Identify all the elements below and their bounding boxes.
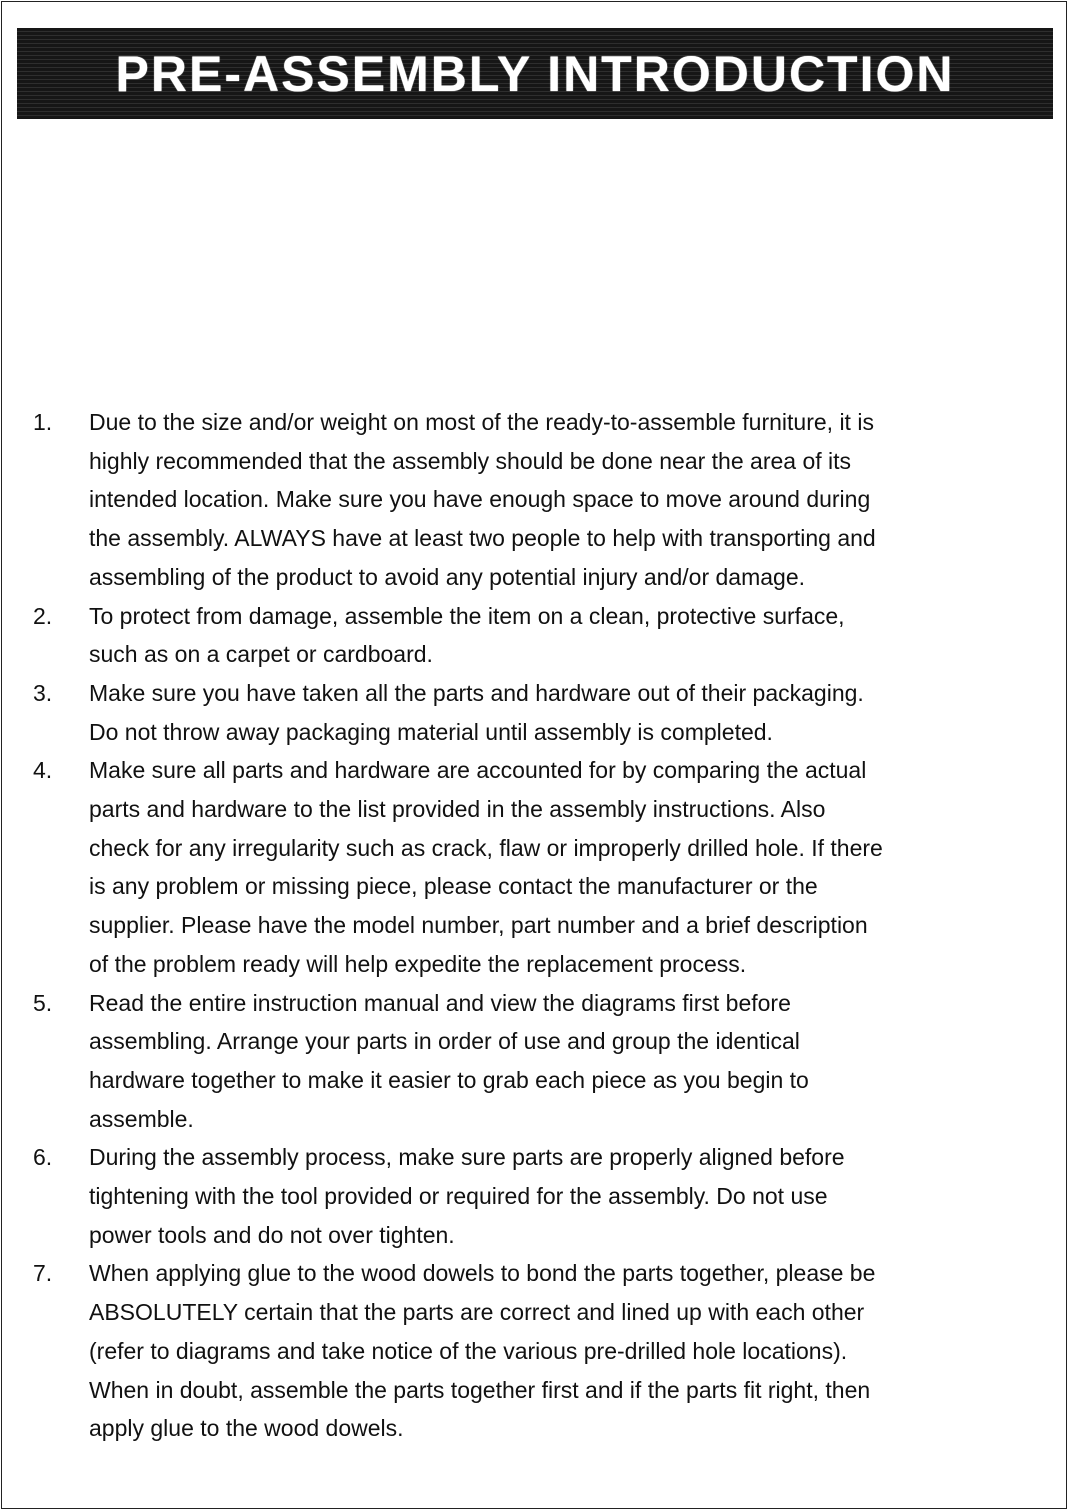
instruction-line: During the assembly process, make sure parts are properly aligned before bbox=[89, 1144, 845, 1171]
instruction-line: To protect from damage, assemble the item on a clean, protective surface, bbox=[89, 602, 845, 629]
instruction-line: Due to the size and/or weight on most of the ready-to-assemble furniture, it is bbox=[89, 409, 874, 435]
instruction-item-7 bbox=[33, 1254, 1033, 1448]
instruction-line: assemble. bbox=[89, 1105, 194, 1132]
instruction-line: such as on a carpet or cardboard. bbox=[89, 641, 433, 668]
instruction-line: Make sure all parts and hardware are accounted for by comparing the actual bbox=[89, 757, 867, 784]
instruction-line: power tools and do not over tighten. bbox=[89, 1221, 455, 1248]
page-title: PRE-ASSEMBLY INTRODUCTION bbox=[115, 45, 955, 102]
instruction-line: supplier. Please have the model number, part number and a brief description bbox=[89, 912, 868, 939]
instruction-line: the assembly. ALWAYS have at least two people to help with transporting and bbox=[89, 525, 876, 552]
instruction-item-5 bbox=[33, 984, 1033, 1139]
instruction-item-3 bbox=[33, 674, 1033, 751]
instruction-line: parts and hardware to the list provided in the assembly instructions. Also bbox=[89, 796, 826, 823]
instruction-item-1 bbox=[33, 403, 1033, 597]
instruction-line: assembling of the product to avoid any potential injury and/or damage. bbox=[89, 563, 805, 590]
instruction-number: 7. bbox=[33, 1260, 53, 1287]
instruction-item-6 bbox=[33, 1138, 1033, 1254]
instruction-line: is any problem or missing piece, please contact the manufacturer or the bbox=[89, 873, 818, 900]
instruction-line: Do not throw away packaging material until assembly is completed. bbox=[89, 718, 773, 745]
instruction-line: intended location. Make sure you have enough space to move around during bbox=[89, 486, 871, 513]
instruction-line: Make sure you have taken all the parts and hardware out of their packaging. bbox=[89, 679, 864, 706]
instruction-list bbox=[33, 403, 1033, 1448]
instruction-line: Read the entire instruction manual and view the diagrams first before bbox=[89, 989, 791, 1016]
instruction-line: When in doubt, assemble the parts together first and if the parts fit right, then bbox=[89, 1376, 871, 1403]
instruction-item-2 bbox=[33, 597, 1033, 674]
instruction-number: 5. bbox=[33, 989, 53, 1016]
instruction-number: 2. bbox=[33, 602, 53, 629]
instruction-line: When applying glue to the wood dowels to bond the parts together, please be bbox=[89, 1260, 876, 1287]
instruction-number: 4. bbox=[33, 757, 53, 784]
instruction-line: assembling. Arrange your parts in order of use and group the identical bbox=[89, 1028, 800, 1055]
instruction-line: highly recommended that the assembly should be done near the area of its bbox=[89, 447, 852, 474]
instruction-item-4 bbox=[33, 751, 1033, 983]
instruction-number: 6. bbox=[33, 1144, 53, 1171]
instruction-line: ABSOLUTELY certain that the parts are correct and lined up with each other bbox=[89, 1299, 865, 1326]
instruction-line: hardware together to make it easier to grab each piece as you begin to bbox=[89, 1066, 809, 1093]
instruction-line: of the problem ready will help expedite the replacement process. bbox=[89, 950, 747, 977]
instruction-number: 3. bbox=[33, 679, 53, 706]
instruction-line: tightening with the tool provided or required for the assembly. Do not use bbox=[89, 1183, 828, 1210]
instruction-line: (refer to diagrams and take notice of the various pre-drilled hole locations). bbox=[89, 1337, 848, 1364]
instruction-line: check for any irregularity such as crack, flaw or improperly drilled hole. If there bbox=[89, 834, 883, 861]
title-banner bbox=[17, 28, 1053, 119]
instruction-line: apply glue to the wood dowels. bbox=[89, 1415, 404, 1442]
instruction-number: 1. bbox=[33, 409, 53, 435]
